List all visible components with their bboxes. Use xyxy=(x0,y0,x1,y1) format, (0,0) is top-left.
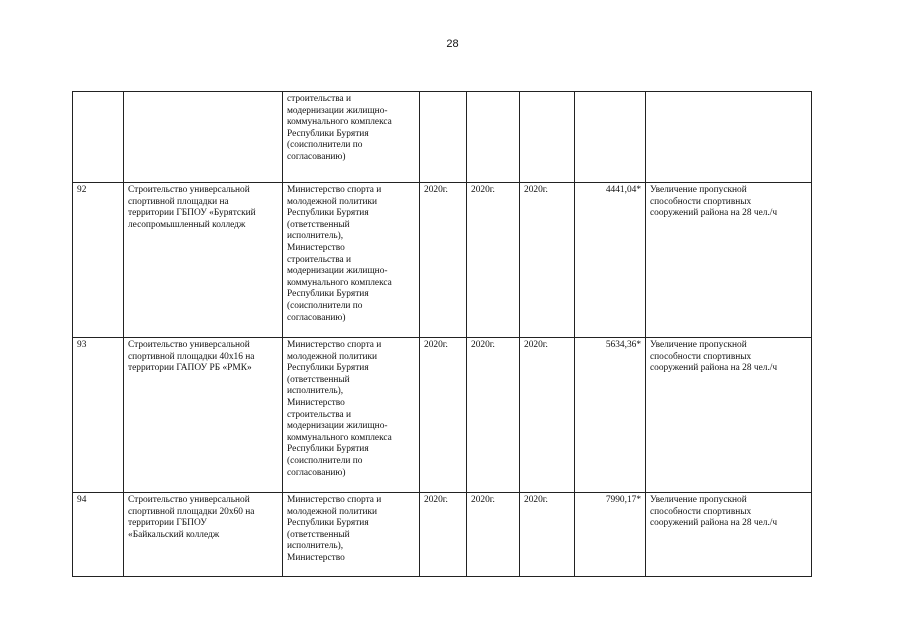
executor-line: (соисполнители по xyxy=(287,455,363,466)
executor-cell xyxy=(283,92,420,183)
executor-line: строительства и xyxy=(287,409,352,420)
name-line: Строительство универсальной xyxy=(128,340,250,350)
result-line: Увеличение пропускной xyxy=(650,185,747,195)
executor-line: Министерство xyxy=(287,552,345,563)
executor-line: Министерство xyxy=(287,242,345,253)
table-row xyxy=(73,493,812,577)
name-line: территории ГАПОУ РБ «РМК» xyxy=(128,363,252,374)
table-row xyxy=(73,338,812,493)
executor-line: молодежной политики xyxy=(287,196,378,207)
name-line: спортивной площадки 20х60 на xyxy=(128,506,255,517)
executor-line: модернизации жилищно- xyxy=(287,105,388,116)
amount: 4441,04* xyxy=(575,183,646,338)
name-line: Строительство универсальной xyxy=(128,185,250,195)
year-mid-cell xyxy=(467,92,520,183)
executor-line: согласованию) xyxy=(287,151,346,162)
result-line: Увеличение пропускной xyxy=(650,340,747,350)
executor-line: Министерство xyxy=(287,397,345,408)
executor-cell xyxy=(283,338,420,493)
executor-line: коммунального комплекса xyxy=(287,277,392,288)
name-line: территории ГБПОУ «Бурятский xyxy=(128,208,256,219)
amount: 5634,36* xyxy=(575,338,646,493)
executor-line: Республики Бурятия xyxy=(287,208,369,219)
executor-line: исполнитель), xyxy=(287,541,344,552)
year-end: 2020г. xyxy=(520,493,575,577)
result-line: Увеличение пропускной xyxy=(650,495,747,505)
executor-line: коммунального комплекса xyxy=(287,117,392,128)
result-line: сооружений района на 28 чел./ч xyxy=(650,208,778,219)
year-start-cell xyxy=(420,92,467,183)
name-line: спортивной площадки 40х16 на xyxy=(128,351,255,362)
executor-line: Республики Бурятия xyxy=(287,444,369,455)
executor-line: коммунального комплекса xyxy=(287,432,392,443)
executor-line: Министерство спорта и xyxy=(287,340,382,350)
year-mid: 2020г. xyxy=(467,183,520,338)
name-line: территории ГБПОУ xyxy=(128,518,207,529)
executor-cell xyxy=(283,183,420,338)
result-cell xyxy=(646,92,812,183)
number-cell xyxy=(73,92,124,183)
table-row xyxy=(73,183,812,338)
executor-line: (соисполнители по xyxy=(287,140,363,151)
executor-line: (ответственный xyxy=(287,374,350,385)
year-start: 2020г. xyxy=(420,493,467,577)
executor-line: молодежной политики xyxy=(287,351,378,362)
executor-line: Республики Бурятия xyxy=(287,518,369,529)
executor-line: исполнитель), xyxy=(287,386,344,397)
result-cell xyxy=(646,183,812,338)
name-line: лесопромышленный колледж xyxy=(128,219,246,230)
year-mid: 2020г. xyxy=(467,493,520,577)
result-cell xyxy=(646,493,812,577)
executor-cell xyxy=(283,493,420,577)
executor-line: Министерство спорта и xyxy=(287,185,382,195)
name-cell xyxy=(124,338,283,493)
result-line: способности спортивных xyxy=(650,196,752,207)
name-cell xyxy=(124,92,283,183)
amount: 7990,17* xyxy=(575,493,646,577)
executor-line: (ответственный xyxy=(287,219,350,230)
executor-line: (соисполнители по xyxy=(287,300,363,311)
year-end: 2020г. xyxy=(520,183,575,338)
name-cell xyxy=(124,183,283,338)
executor-line: исполнитель), xyxy=(287,231,344,242)
result-line: сооружений района на 28 чел./ч xyxy=(650,518,778,529)
executor-line: Республики Бурятия xyxy=(287,363,369,374)
executor-line: строительства и xyxy=(287,254,352,265)
year-mid: 2020г. xyxy=(467,338,520,493)
row-number: 93 xyxy=(73,338,124,493)
row-number: 92 xyxy=(73,183,124,338)
year-start: 2020г. xyxy=(420,338,467,493)
result-cell xyxy=(646,338,812,493)
name-line: «Байкальский колледж xyxy=(128,529,220,540)
year-end: 2020г. xyxy=(520,338,575,493)
amount-cell xyxy=(575,92,646,183)
executor-line: модернизации жилищно- xyxy=(287,266,388,277)
executor-line: модернизации жилищно- xyxy=(287,421,388,432)
year-start: 2020г. xyxy=(420,183,467,338)
table-row-continuation xyxy=(73,92,812,183)
result-line: способности спортивных xyxy=(650,506,752,517)
executor-line: Министерство спорта и xyxy=(287,495,382,505)
executor-line: (ответственный xyxy=(287,529,350,540)
name-line: Строительство универсальной xyxy=(128,495,250,505)
result-line: способности спортивных xyxy=(650,351,752,362)
executor-line: согласованию) xyxy=(287,312,346,323)
row-number: 94 xyxy=(73,493,124,577)
result-line: сооружений района на 28 чел./ч xyxy=(650,363,778,374)
executor-line: строительства и xyxy=(287,94,352,104)
year-end-cell xyxy=(520,92,575,183)
executor-line: молодежной политики xyxy=(287,506,378,517)
page-number: 28 xyxy=(446,38,459,50)
program-table xyxy=(72,91,812,577)
name-line: спортивной площадки на xyxy=(128,196,229,207)
executor-line: Республики Бурятия xyxy=(287,128,369,139)
executor-line: согласованию) xyxy=(287,467,346,478)
executor-line: Республики Бурятия xyxy=(287,289,369,300)
name-cell xyxy=(124,493,283,577)
